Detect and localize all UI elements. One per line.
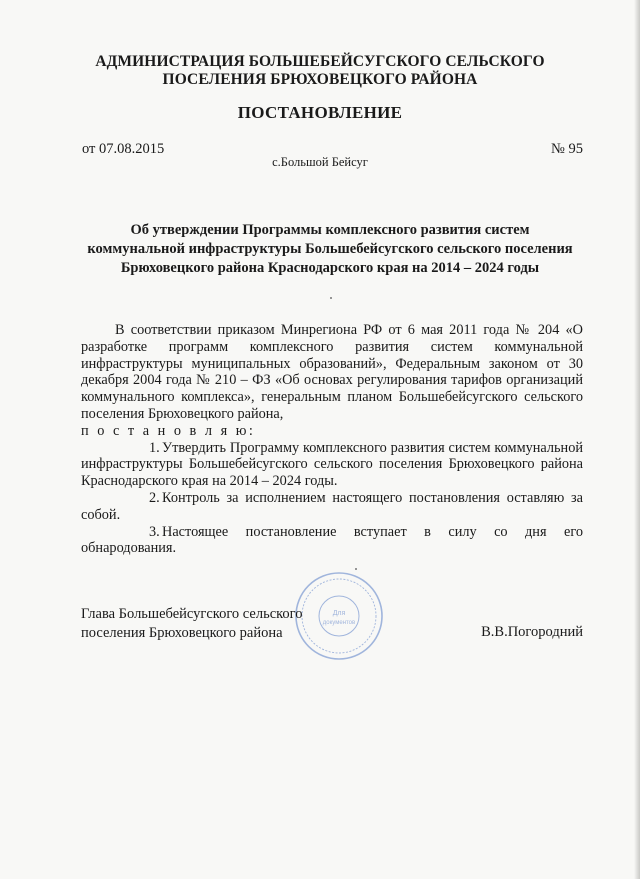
subject-line-3: Брюховецкого района Краснодарского края на 2014 – 2024 годы bbox=[120, 260, 540, 276]
body-item-1 bbox=[81, 440, 583, 490]
document-subject bbox=[78, 221, 582, 278]
header-line-2: ПОСЕЛЕНИЯ БРЮХОВЕЦКОГО РАЙОНА bbox=[162, 71, 478, 88]
subject-line-1: Об утверждении Программы комплексного развития систем bbox=[130, 222, 530, 238]
svg-text:документов: документов bbox=[322, 620, 356, 626]
signatory-position bbox=[81, 605, 303, 643]
signatory-line-2: поселения Брюховецкого района bbox=[81, 625, 283, 641]
page-edge-shadow bbox=[634, 0, 640, 879]
body-item-2 bbox=[81, 490, 583, 524]
organization-header bbox=[0, 53, 640, 89]
document-number: № 95 bbox=[551, 141, 583, 157]
scan-speck bbox=[330, 297, 332, 299]
item-number: 3. bbox=[149, 523, 160, 540]
subject-line-2: коммунальной инфраструктуры Большебейсугского сельского поселения bbox=[87, 241, 573, 257]
item-text: Настоящее постановление вступает в силу со дня его обнародования. bbox=[81, 523, 583, 557]
signatory-name: В.В.Погородний bbox=[481, 624, 583, 640]
decree-word: п о с т а н о в л я ю: bbox=[81, 422, 256, 439]
body-intro-paragraph bbox=[81, 322, 583, 440]
official-stamp bbox=[293, 570, 385, 662]
intro-text: В соответствии приказом Минрегиона РФ от 6 мая 2011 года № 204 «О разработке программ комплексного развития систем коммунальной инфраструктуры муниципальных образований», Федеральным законом от 30 декабря 2004 года № 210 – ФЗ «Об основах регулирования тарифов организаций коммунального комплекса», генеральным планом Большебейсугского сельского поселения Брюховецкого района, bbox=[81, 322, 583, 422]
item-text: Контроль за исполнением настоящего постановления оставляю за собой. bbox=[81, 489, 583, 523]
document-type-title: ПОСТАНОВЛЕНИЕ bbox=[237, 103, 403, 122]
document-date: от 07.08.2015 bbox=[82, 141, 165, 157]
document-body bbox=[81, 322, 583, 557]
item-number: 1. bbox=[149, 439, 160, 456]
header-line-1: АДМИНИСТРАЦИЯ БОЛЬШЕБЕЙСУГСКОГО СЕЛЬСКОГО bbox=[95, 53, 545, 70]
item-text: Утвердить Программу комплексного развития систем коммунальной инфраструктуры Большебейсугского сельского поселения Брюховецкого района Краснодарского края на 2014 – 2024 годы. bbox=[81, 439, 583, 490]
signatory-line-1: Глава Большебейсугского сельского bbox=[81, 606, 303, 622]
body-item-3 bbox=[81, 524, 583, 558]
item-number: 2. bbox=[149, 489, 160, 506]
svg-text:Для: Для bbox=[332, 610, 346, 617]
document-place: с.Большой Бейсуг bbox=[272, 155, 368, 169]
